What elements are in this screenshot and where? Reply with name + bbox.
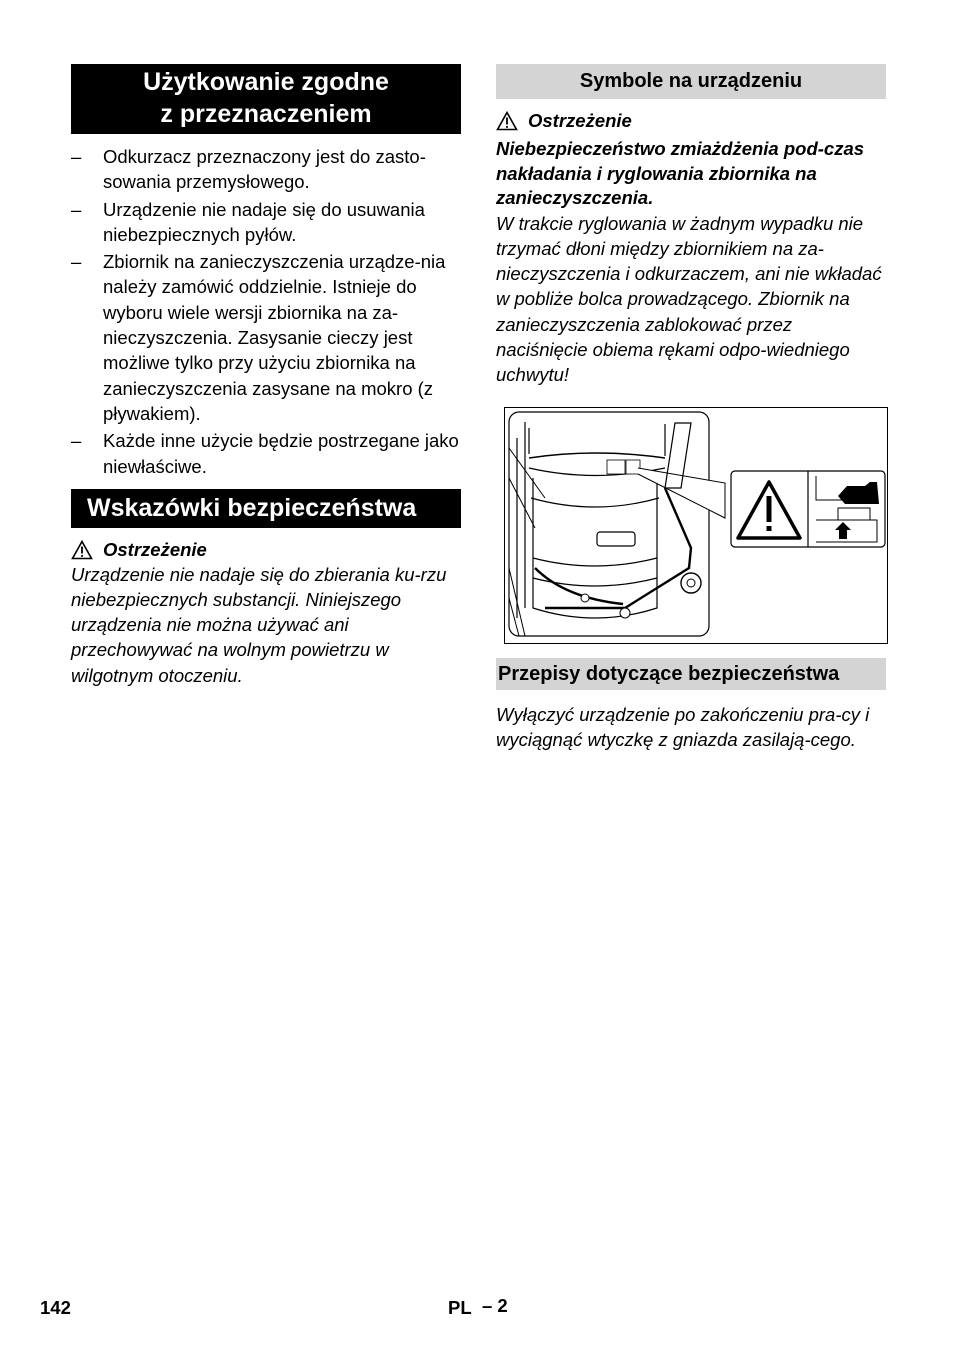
warning-triangle-icon	[71, 540, 93, 560]
page-number: 142	[40, 1297, 71, 1318]
heading-safety-notes: Wskazówki bezpieczeństwa	[71, 489, 461, 528]
dash: –	[71, 146, 82, 167]
list-item-text: Zbiornik na zanieczyszczenia urządze-nia należy zamówić oddzielnie. Istnieje do wyboru wiele wersji zbiornika na za-nieczyszczenia. Zasysanie cieczy jest możliwe tylko przy użyciu zbiornika na zanieczyszczenia zasysane na mokro (z pływakiem).	[103, 251, 446, 424]
footer-section-page: – 2	[482, 1295, 508, 1316]
device-symbol-illustration	[504, 407, 888, 644]
heading-line-1: Użytkowanie zgodne	[143, 68, 389, 96]
dash: –	[71, 251, 82, 273]
warning-label-text: Ostrzeżenie	[103, 538, 207, 560]
heading-safety-rules: Przepisy dotyczące bezpieczeństwa	[496, 658, 886, 690]
left-column	[71, 64, 461, 688]
dash: –	[71, 198, 82, 220]
list-item	[71, 428, 461, 479]
list-item	[71, 197, 461, 248]
warning-label	[496, 109, 886, 133]
warning-label	[71, 538, 461, 562]
heading-device-symbols: Symbole na urządzeniu	[496, 64, 886, 99]
list-item-text: Każde inne użycie będzie postrzegane jako niewłaściwe.	[103, 430, 459, 477]
warning-label-text: Ostrzeżenie	[528, 110, 632, 131]
safety-rules-text: Wyłączyć urządzenie po zakończeniu pra-cy i wyciągnąć wtyczkę z gniazda zasilają-cego.	[496, 704, 870, 751]
warning-text: Urządzenie nie nadaje się do zbierania ku-rzu niebezpiecznych substancji. Niniejszego urządzenia nie można używać ani przechowywać na wolnym powietrzu w wilgotnym otoczeniu.	[71, 563, 447, 686]
list-item-text: Odkurzacz przeznaczony jest do zasto-sowania przemysłowego.	[103, 146, 426, 193]
warning-text: W trakcie ryglowania w żadnym wypadku nie trzymać dłoni między zbiornikiem na za-nieczyszczenia i odkurzaczem, ani nie wkładać w pobliże bolca prowadzącego. Zbiornik na zanieczyszczenia zablokować przez naciśnięcie obiema rękami odpo-wiedniego uchwytu!	[496, 212, 882, 385]
intended-use-list	[71, 144, 461, 479]
footer-language: PL	[448, 1297, 472, 1318]
list-item	[71, 144, 461, 195]
list-item-text: Urządzenie nie nadaje się do usuwania niebezpiecznych pyłów.	[103, 198, 425, 245]
warning-bold-text: Niebezpieczeństwo zmiażdżenia pod-czas nakładania i ryglowania zbiornika na zanieczyszczenia.	[496, 138, 865, 209]
heading-line-2: z przeznaczeniem	[160, 100, 372, 128]
right-column	[496, 64, 886, 753]
warning-triangle-icon	[496, 111, 518, 131]
heading-intended-use	[71, 64, 461, 134]
list-item	[71, 249, 461, 426]
dash: –	[71, 430, 82, 452]
vacuum-tank-illustration	[505, 408, 887, 643]
